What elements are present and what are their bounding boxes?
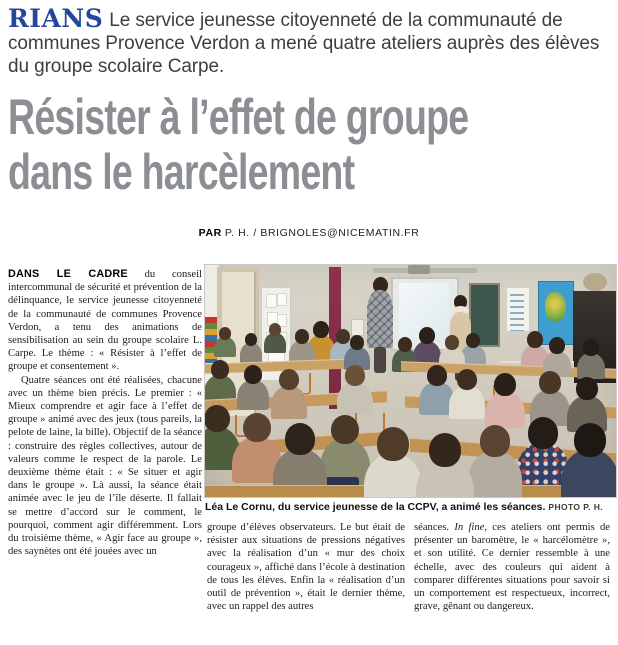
paragraph-4-start: séances.	[414, 522, 455, 533]
student-figure	[364, 427, 422, 497]
student-head	[549, 337, 565, 354]
student-shoulders	[240, 343, 262, 363]
student-head	[331, 415, 359, 444]
student-figure	[320, 415, 370, 485]
student-head	[583, 339, 599, 356]
column-left	[8, 268, 202, 642]
student-head	[350, 335, 364, 350]
photo-block	[205, 265, 617, 513]
student-head	[377, 427, 409, 461]
photo-caption	[205, 501, 617, 513]
student-figure	[561, 423, 616, 497]
student-head	[279, 369, 299, 390]
student-shoulders	[337, 382, 373, 415]
student-shoulders	[237, 380, 269, 410]
student-figure	[449, 369, 485, 419]
student-head	[313, 321, 329, 338]
byline-prefix: PAR	[198, 227, 222, 239]
student-head	[419, 327, 435, 344]
student-figure	[240, 333, 262, 363]
paragraph-4-end: , ces ateliers ont permis de présenter un baromètre, le « harcélomètre », et son utilité. Ce dernier ressemble à une échelle, avec des couleurs qui aident à comparer différentes situations pour savoir si un comportement est respectueux, incorrect, grave, gênant ou dangereux.	[414, 522, 610, 613]
student-shoulders	[264, 333, 286, 353]
student-head	[269, 323, 281, 336]
student-figure	[468, 425, 522, 497]
paragraph-4	[414, 521, 610, 613]
student-shoulders	[577, 353, 606, 379]
kicker	[0, 0, 618, 78]
caption-text: Léa Le Cornu, du service jeunesse de la CCPV, a animé les séances.	[205, 501, 546, 513]
student-shoulders	[364, 454, 422, 497]
paragraph-1-text: du conseil intercommunal de sécurité et prévention de la délinquance, le service jeunesse citoyenneté de la communauté de communes Provence Verdon, a tenu des animations de sensibilisation au sein du groupe scolaire L. Carpe. Le thème : « Résister à l’effet de groupe et consentement ».	[8, 269, 202, 373]
globe	[583, 273, 607, 291]
student-head	[457, 369, 477, 390]
student-head	[539, 371, 561, 394]
student-figure	[337, 365, 373, 415]
student-head	[219, 327, 231, 340]
student-head	[244, 365, 262, 384]
student-shoulders	[561, 450, 616, 497]
student-head	[480, 425, 510, 457]
student-figure	[289, 329, 314, 364]
student-head	[527, 331, 543, 348]
article-body	[0, 263, 618, 645]
student-head	[205, 405, 230, 432]
student-head	[398, 337, 412, 352]
headline-line1: Résister à l’effet de groupe	[8, 89, 469, 145]
headline	[8, 90, 618, 200]
presenter-coat	[367, 290, 393, 348]
projector	[408, 265, 430, 274]
student-head	[445, 335, 459, 350]
paragraph-2: Quatre séances ont été réalisées, chacune avec un thème bien précis. Le premier : « Mieux comprendre et agir face à l’effet de groupe » animé avec des jeux (tous pareils, la pelote de laine, la bille). Objectif de la séance : construire des règles collectives, autour de valeurs comme le respect de la parole. Le deuxième thème était : « Se situer et agir dans le groupe ». Là aussi, la séance était animée avec le jeu de l’île déserte. Il fallait se mettre d’accord sur le comment, le pourquoi, comment agir différemment. Lors du troisième thème, « Agir face au groupe », des saynètes ont été jouées avec un	[8, 374, 202, 558]
student-head	[574, 423, 606, 457]
lead-in: DANS LE CADRE	[8, 268, 128, 280]
student-head	[466, 333, 480, 348]
student-head	[285, 423, 315, 455]
student-figure	[416, 433, 474, 497]
student-head	[429, 433, 461, 467]
student-figure	[264, 323, 286, 353]
calendar-poster	[506, 287, 530, 332]
student-head	[211, 360, 229, 379]
student-head	[345, 365, 365, 386]
student-figure	[237, 365, 269, 410]
presenter-legs	[374, 347, 386, 373]
paragraph-4-italic: In fine	[454, 522, 485, 533]
paragraph-1	[8, 268, 202, 374]
pinned-paper	[266, 294, 277, 308]
photo-credit: PHOTO P. H.	[548, 502, 604, 512]
student-shoulders	[214, 337, 236, 357]
student-figure	[271, 369, 307, 419]
map-land	[545, 292, 566, 322]
student-figure	[577, 339, 606, 379]
byline-author-email: P. H. / BRIGNOLES@NICEMATIN.FR	[224, 227, 420, 239]
student-figure	[214, 327, 236, 357]
student-head	[295, 329, 309, 344]
student-head	[576, 377, 598, 400]
headline-line2: dans le harcèlement	[8, 144, 355, 200]
pinned-paper	[277, 293, 287, 306]
student-head	[528, 417, 558, 449]
student-shoulders	[449, 386, 485, 419]
section-label: RIANS	[8, 4, 104, 33]
student-head	[243, 413, 271, 442]
column-right	[414, 521, 610, 643]
column-middle	[207, 521, 405, 643]
classroom-photo	[205, 265, 616, 497]
student-head	[427, 365, 447, 386]
student-head	[245, 333, 257, 346]
student-head	[494, 373, 516, 396]
paragraph-3: groupe d’élèves observateurs. Le but était de résister aux situations de pressions négatives avec la réalisation d’un « mur des choix courageux », affiché dans l’école à destination de tous les élèves. Enfin la « réalisation d’un outil de prévention », était le dernier thème, avec un rappel des autres	[207, 522, 405, 613]
student-shoulders	[468, 451, 522, 498]
kicker-text: Le service jeunesse citoyenneté de la communauté de communes Provence Verdon a mené quatre ateliers auprès des élèves du groupe scolaire Carpe.	[8, 10, 600, 77]
byline	[0, 227, 618, 239]
